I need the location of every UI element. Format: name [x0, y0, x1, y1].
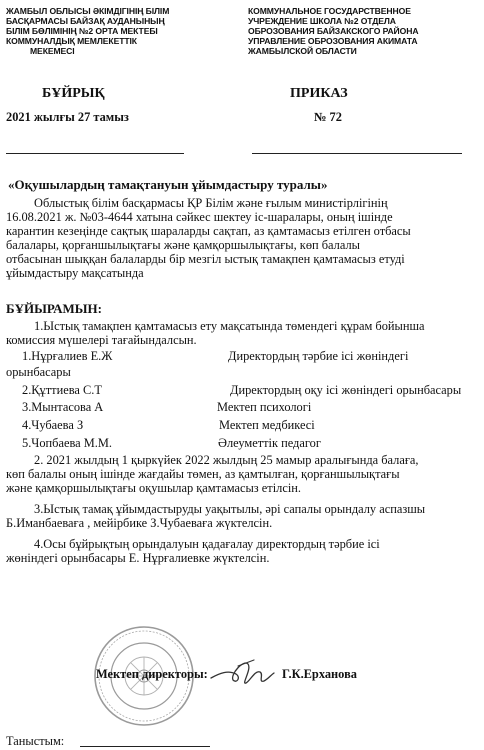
decree-heading: БҰЙЫРАМЫН:: [6, 301, 103, 316]
acknowledged-label: Таныстым:: [6, 734, 65, 748]
header-right-line: ЖАМБЫЛСКОЙ ОБЛАСТИ: [248, 46, 357, 56]
header-left-line: КОММУНАЛДЫҚ МЕМЛЕКЕТТІК: [6, 36, 137, 46]
order-title-ru: ПРИКАЗ: [290, 86, 348, 101]
header-rule-right: [252, 153, 462, 154]
intro-line: Облыстық білім басқармасы ҚР Білім және ғылым министірлігінің: [34, 196, 388, 210]
member-name: 5.Чопбаева М.М.: [22, 436, 112, 450]
header-right-line: УЧРЕЖДЕНИЕ ШКОЛА №2 ОТДЕЛА: [248, 16, 396, 26]
intro-line: отбасынан шыққан балаларды бір мезгіл ыстық тамақпен қамтамасыз етуді: [6, 252, 405, 266]
intro-line: карантин кезеңінде сақтық шараларды сақтап, аз қамтамасыз етілген отбасы: [6, 224, 411, 238]
acknowledged-rule: [80, 746, 210, 747]
signature-title: Мектеп директоры:: [96, 667, 208, 681]
order-date: 2021 жылғы 27 тамыз: [6, 110, 129, 124]
header-rule-left: [6, 153, 184, 154]
member-role: Әлеуметтік педагог: [218, 436, 321, 450]
order-number: № 72: [314, 110, 342, 124]
member-role: Мектеп психологі: [217, 400, 312, 414]
header-left-line: ЖАМБЫЛ ОБЛЫСЫ ӘКІМДІГІНІҢ БІЛІМ: [6, 6, 170, 16]
item-2: [6, 453, 419, 495]
item-2-line: және қамқоршылықтағы оқушылар қамтамасыз етілсін.: [6, 481, 301, 495]
header-left-line: БІЛІМ БӨЛІМІНІҢ №2 ОРТА МЕКТЕБІ: [6, 26, 158, 36]
signature-name: Г.К.Ерханова: [282, 667, 357, 681]
header-right-line: УПРАВЛЕНИЕ ОБРОЗОВАНИЯ АКИМАТА: [248, 36, 418, 46]
header-right-line: КОММУНАЛЬНОЕ ГОСУДАРСТВЕННОЕ: [248, 6, 411, 16]
header-right: [248, 6, 418, 56]
intro-line: 16.08.2021 ж. №03-4644 хатына сәйкес шектеу іс-шаралары, оның ішінде: [6, 210, 393, 224]
item-4: [6, 537, 380, 565]
intro-line: балалары, қорғаншылықтағы және қамқоршылықтағы, көп балалы: [6, 238, 360, 252]
item-1-line: комиссия мүшелері тағайындалсын.: [6, 333, 197, 347]
member-role: Директордың оқу ісі жөніндегі орынбасары: [230, 383, 462, 397]
item-2-line: 2. 2021 жылдың 1 қыркүйек 2022 жылдың 25 мамыр аралығында балаға,: [34, 453, 419, 467]
member-role-continuation: орынбасары: [6, 365, 71, 379]
member-name: 2.Құттиева С.Т: [22, 383, 102, 397]
member-name: 1.Нұрғалиев Е.Ж: [22, 349, 113, 363]
order-subject: «Оқушылардың тамақтануын ұйымдастыру туралы»: [8, 177, 328, 192]
item-1: [6, 319, 425, 347]
intro-paragraph: [6, 196, 411, 280]
header-right-line: ОБРОЗОВАНИЯ БАЙЗАКСКОГО РАЙОНА: [248, 26, 419, 36]
item-3-line: Б.Иманбаевағa , мейірбике З.Чубаеваға жүктелсін.: [6, 516, 273, 530]
item-3-line: 3.Ыстық тамақ ұйымдастыруды уақытылы, әрі сапалы орындалу аспазшы: [34, 502, 426, 516]
handwritten-signature-icon: [208, 654, 276, 690]
member-name: 4.Чубаева З: [22, 418, 84, 432]
member-name: 3.Мынтасова А: [22, 400, 104, 414]
item-4-line: 4.Осы бұйрықтың орындалуын қадағалау директордың тәрбие ісі: [34, 537, 380, 551]
header-left: [6, 6, 169, 56]
header-left-line: БАСҚАРМАСЫ БАЙЗАҚ АУДАНЫНЫҢ: [6, 16, 165, 26]
item-4-line: жөніндегі орынбасары Е. Нұрғалиевке жүктелсін.: [6, 551, 270, 565]
item-3: [6, 502, 425, 530]
intro-line: ұйымдастыру мақсатында: [6, 266, 144, 280]
member-role: Директордың тәрбие ісі жөніндегі: [228, 349, 409, 363]
header-left-line: МЕКЕМЕСІ: [30, 46, 75, 56]
order-title-kz: БҰЙРЫҚ: [42, 86, 105, 101]
member-role: Мектеп медбикесі: [219, 418, 315, 432]
item-1-line: 1.Ыстық тамақпен қамтамасыз ету мақсатында төмендегі құрам бойынша: [34, 319, 425, 333]
item-2-line: көп балалы оның ішінде жағдайы төмен, аз қамтылған, қорғаншылықтағы: [6, 467, 400, 481]
